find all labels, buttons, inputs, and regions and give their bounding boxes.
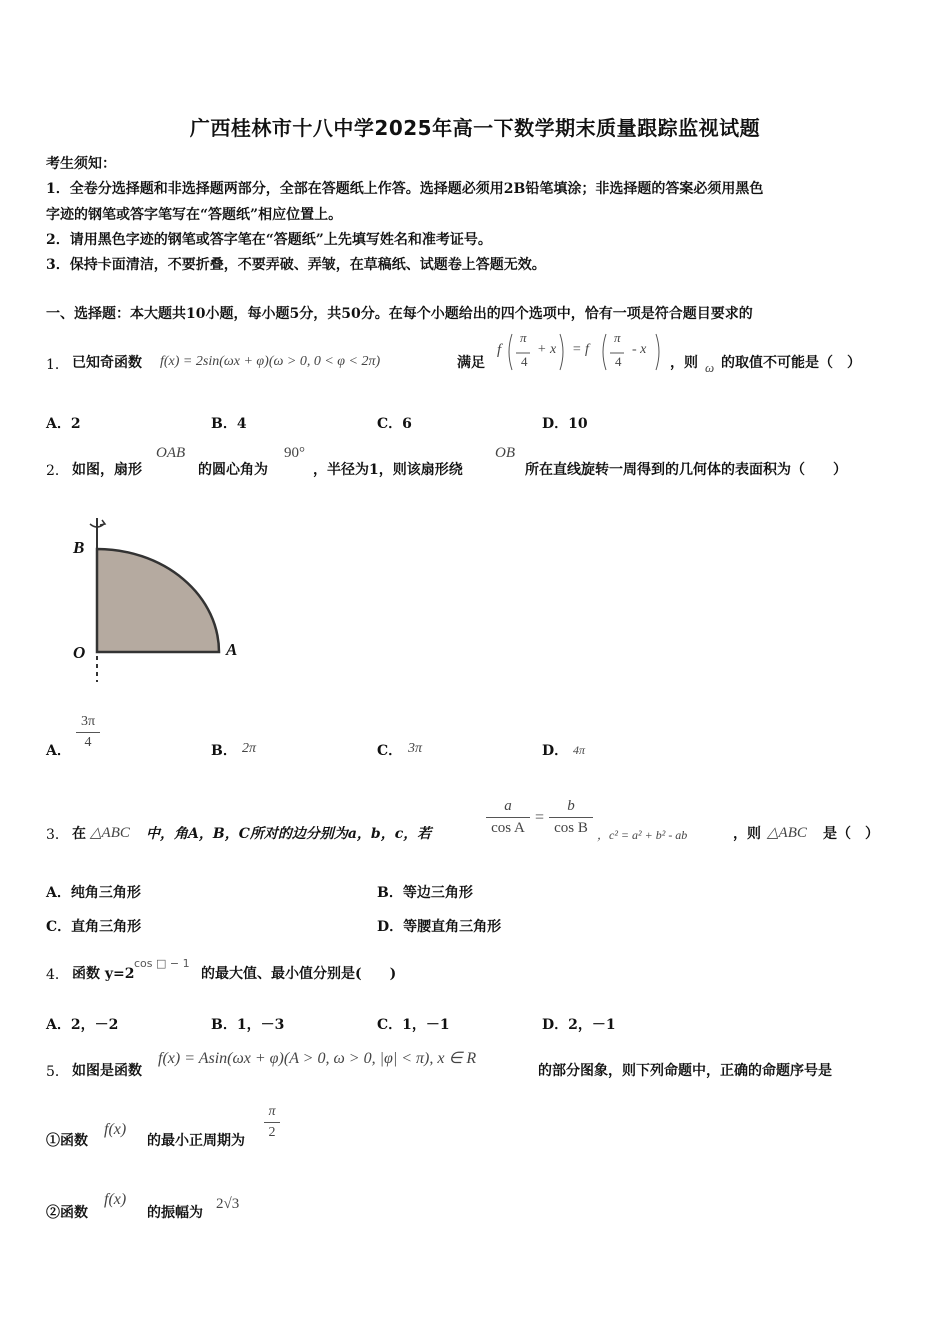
q2-option-c-label[interactable]: C． bbox=[377, 743, 403, 759]
q2-text-angle: 的圆心角为 bbox=[198, 462, 268, 478]
q3-condition: ，c² = a² + b² - ab bbox=[597, 828, 688, 842]
q1-option-d[interactable]: D．10 bbox=[542, 416, 588, 432]
q1-option-b[interactable]: B．4 bbox=[211, 416, 247, 432]
q4-option-d[interactable]: D．2，－1 bbox=[542, 1017, 616, 1033]
q3-fraction-a bbox=[486, 798, 530, 837]
q2-sector-figure bbox=[66, 510, 256, 690]
q3-option-d[interactable]: D．等腰直角三角形 bbox=[377, 919, 502, 935]
q2-option-a-num: 3π bbox=[80, 714, 96, 729]
q2-option-b-label[interactable]: B． bbox=[211, 743, 237, 759]
q3-frac2-num: b bbox=[567, 798, 575, 814]
q1-equals-f: = f bbox=[572, 342, 589, 357]
q1-f-left: f bbox=[497, 342, 502, 358]
q2-text-radius: ，半径为1，则该扇形绕 bbox=[313, 462, 463, 478]
q3-text-sides: 中，角A，B，C所对的边分别为a，b，c，若 bbox=[146, 826, 432, 842]
notice-item-3: 3．保持卡面清洁，不要折叠，不要弄破、弄皱，在草稿纸、试题卷上答题无效。 bbox=[46, 257, 546, 273]
q1-minus-x: - x bbox=[632, 342, 647, 357]
q5-s2-fx: f(x) bbox=[104, 1191, 127, 1208]
q5-s1-den: 2 bbox=[268, 1125, 276, 1140]
page-title: 广西桂林市十八中学2025年高一下数学期末质量跟踪监视试题 bbox=[189, 116, 761, 140]
q1-pi-left: π bbox=[520, 330, 527, 345]
q2-text: 如图，扇形 bbox=[72, 462, 142, 478]
q1-number: 1． bbox=[46, 357, 69, 373]
q1-pi-right: π bbox=[614, 330, 621, 345]
q3-frac2-den: cos B bbox=[554, 820, 588, 836]
q2-text-end: 所在直线旋转一周得到的几何体的表面积为（ ） bbox=[525, 462, 847, 478]
q3-triangle: △ABC bbox=[90, 825, 130, 841]
q1-option-a[interactable]: A．2 bbox=[46, 416, 81, 432]
q2-label-o: O bbox=[73, 643, 86, 662]
q2-ob: OB bbox=[495, 445, 515, 461]
q2-oab: OAB bbox=[156, 445, 186, 461]
q1-plus-x: + x bbox=[537, 342, 557, 357]
q3-option-c[interactable]: C．直角三角形 bbox=[46, 919, 142, 935]
q1-text: 已知奇函数 bbox=[72, 355, 142, 371]
q5-statement-1: ①函数 bbox=[46, 1133, 88, 1149]
q1-formula: f(x) = 2sin(ωx + φ)(ω > 0, 0 < φ < 2π) bbox=[160, 354, 381, 369]
q5-statement-2: ②函数 bbox=[46, 1205, 88, 1221]
q5-text-end: 的部分图象，则下列命题中，正确的命题序号是 bbox=[538, 1063, 832, 1079]
q5-s1-text: 的最小正周期为 bbox=[147, 1133, 245, 1149]
q2-label-b: B bbox=[73, 538, 85, 557]
q3-option-b[interactable]: B．等边三角形 bbox=[377, 885, 473, 901]
q3-text-end: 是（ ） bbox=[823, 826, 879, 842]
q1-text-then: ，则 bbox=[670, 355, 698, 371]
sector-shape bbox=[97, 549, 219, 652]
q2-option-a-value[interactable] bbox=[76, 714, 100, 751]
q4-option-b[interactable]: B．1，－3 bbox=[211, 1017, 285, 1033]
q5-s1-period bbox=[264, 1104, 280, 1141]
q3-frac1-num: a bbox=[504, 798, 512, 814]
q2-option-a-den: 4 bbox=[84, 735, 92, 750]
q4-option-a[interactable]: A．2，－2 bbox=[46, 1017, 119, 1033]
q2-option-d-label[interactable]: D． bbox=[542, 743, 569, 759]
q5-s1-fx: f(x) bbox=[104, 1121, 127, 1138]
q5-s2-text: 的振幅为 bbox=[147, 1205, 203, 1221]
q1-four-left: 4 bbox=[521, 354, 528, 369]
q2-option-b-value[interactable]: 2π bbox=[242, 741, 257, 756]
notice-item-1-cont: 字迹的钢笔或答字笔写在“答题纸”相应位置上。 bbox=[46, 207, 343, 223]
q3-frac1-den: cos A bbox=[491, 820, 525, 836]
notice-heading: 考生须知： bbox=[46, 156, 116, 172]
q1-text-satisfy: 满足 bbox=[457, 355, 485, 371]
q3-fraction-b bbox=[549, 798, 593, 837]
q4-text: 函数 y=2 bbox=[72, 966, 135, 982]
q3-number: 3． bbox=[46, 827, 69, 843]
q2-label-a: A bbox=[226, 640, 238, 659]
notice-item-1: 1．全卷分选择题和非选择题两部分，全部在答题纸上作答。选择题必须用2B铅笔填涂；非选择题的答案必须用黑色 bbox=[46, 181, 764, 197]
q4-number: 4． bbox=[46, 967, 69, 983]
q3-equals: = bbox=[535, 809, 545, 826]
q4-exponent: cos □ − 1 bbox=[134, 957, 190, 970]
q5-s1-num: π bbox=[268, 1104, 276, 1119]
q4-text-end: 的最大值、最小值分别是( ) bbox=[201, 966, 397, 982]
q5-number: 5． bbox=[46, 1064, 69, 1080]
q1-option-c[interactable]: C．6 bbox=[377, 416, 412, 432]
q1-four-right: 4 bbox=[615, 354, 622, 369]
q4-option-c[interactable]: C．1，－1 bbox=[377, 1017, 450, 1033]
q5-formula: f(x) = Asin(ωx + φ)(A > 0, ω > 0, |φ| < π), x ∈ R bbox=[158, 1050, 477, 1067]
q5-text: 如图是函数 bbox=[72, 1063, 142, 1079]
q1-text-end: 的取值不可能是（ ） bbox=[721, 355, 861, 371]
q3-option-a[interactable]: A．纯角三角形 bbox=[46, 885, 141, 901]
q2-option-a-label[interactable]: A． bbox=[46, 743, 71, 759]
q2-option-d-value[interactable]: 4π bbox=[573, 743, 586, 757]
q2-angle: 90° bbox=[284, 445, 305, 461]
q3-text: 在 bbox=[72, 826, 86, 842]
q3-text-then: ，则 bbox=[733, 826, 761, 842]
section-heading: 一、选择题：本大题共10小题，每小题5分，共50分。在每个小题给出的四个选项中，恰有一项是符合题目要求的 bbox=[46, 306, 753, 322]
q1-omega: ω bbox=[705, 360, 715, 375]
q2-option-c-value[interactable]: 3π bbox=[408, 741, 423, 756]
q2-number: 2． bbox=[46, 463, 69, 479]
q5-s2-amplitude: 2√3 bbox=[216, 1196, 240, 1212]
notice-item-2: 2．请用黑色字迹的钢笔或答字笔在“答题纸”上先填写姓名和准考证号。 bbox=[46, 232, 492, 248]
q3-triangle-2: △ABC bbox=[767, 825, 807, 841]
